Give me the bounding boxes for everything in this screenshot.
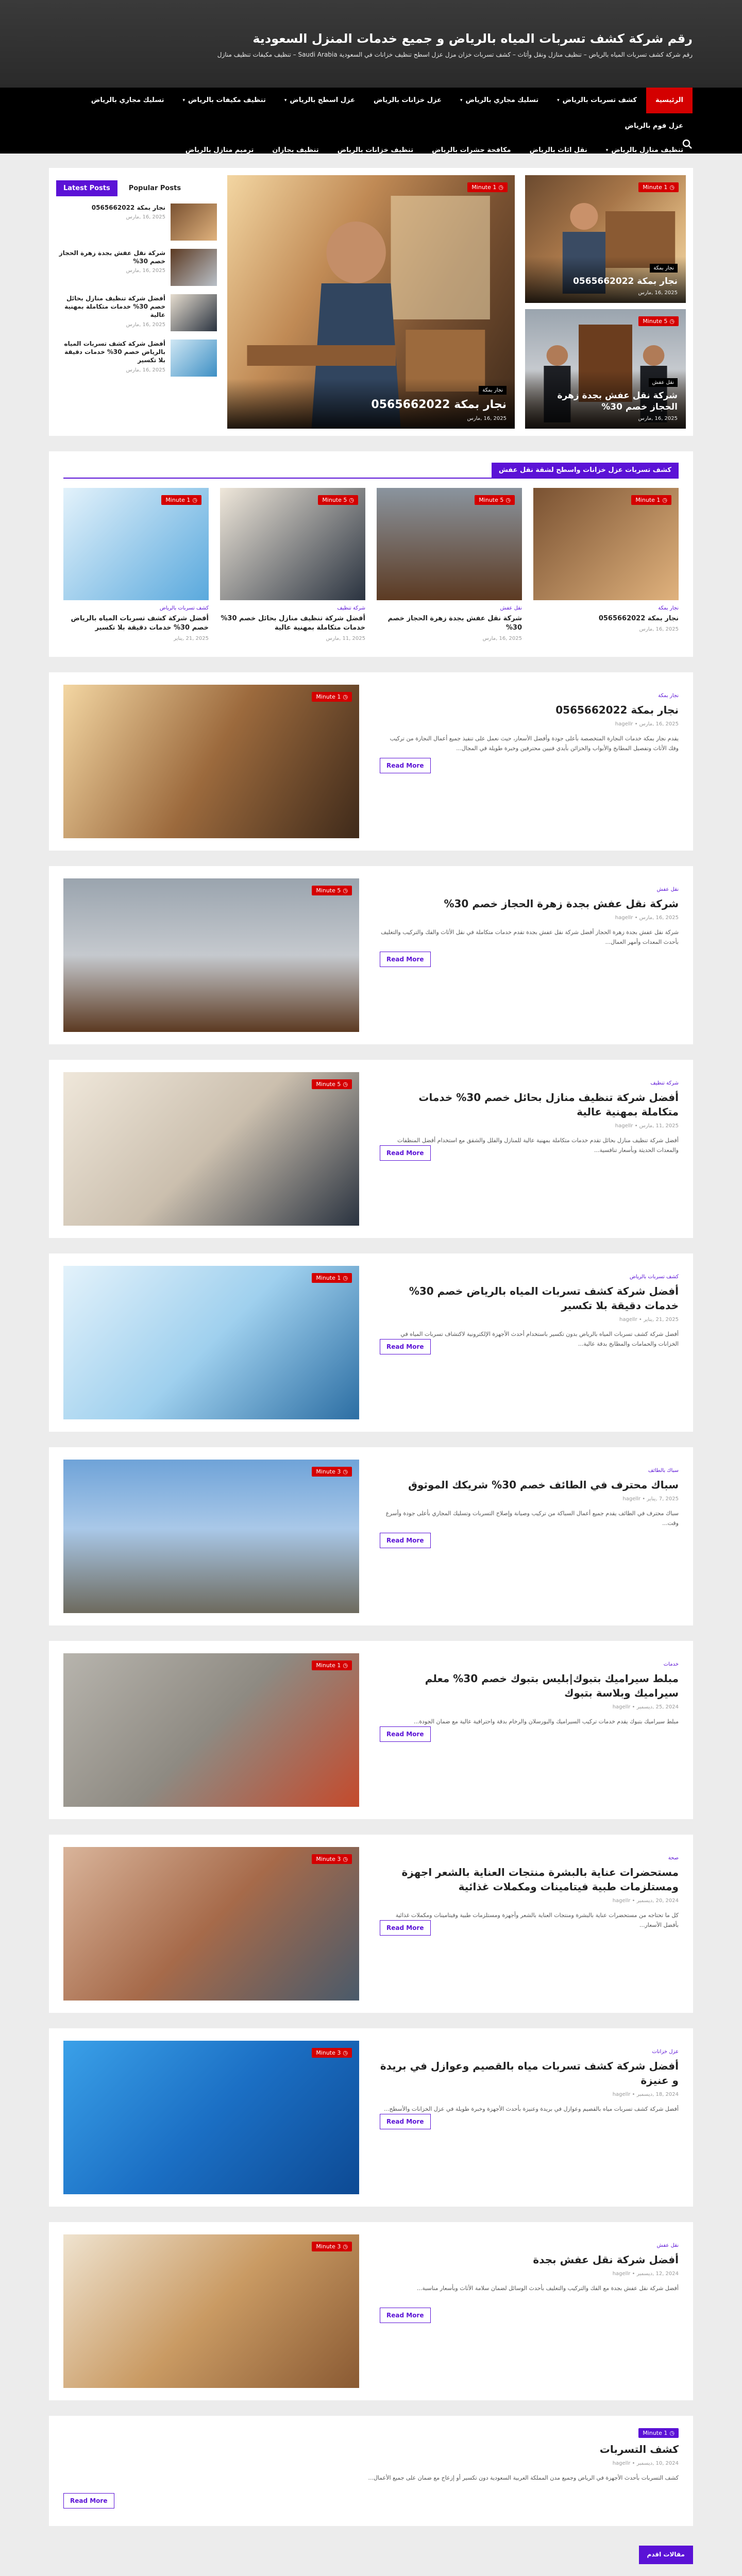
post-date: 2025 ,16 ,مارس bbox=[126, 214, 165, 221]
post-date: 2025 ,16 ,مارس bbox=[126, 268, 165, 274]
read-more-button[interactable]: Read More bbox=[380, 1920, 431, 1936]
reading-time-badge: ◷ Minute 5 bbox=[318, 495, 358, 505]
clock-icon: ◷ bbox=[343, 693, 348, 701]
post-title[interactable]: نجار بمكة 0565662022 bbox=[555, 704, 679, 717]
list-post bbox=[49, 1835, 693, 2013]
search-icon[interactable] bbox=[680, 139, 693, 151]
post-title[interactable]: نجار بمكة 0565662022 bbox=[91, 204, 165, 211]
chevron-down-icon: ▾ bbox=[605, 148, 609, 153]
post-title[interactable]: مستحضرات عناية بالبشرة منتجات العناية بالشعر اجهزة ومستلزمات طبية فيتامينات ومكملات غذائية bbox=[401, 1866, 679, 1893]
chevron-down-icon: ▾ bbox=[460, 98, 463, 103]
clock-icon: ◷ bbox=[343, 2049, 348, 2057]
reading-time-badge: ◷ Minute 1 bbox=[312, 1660, 352, 1670]
category-tag[interactable]: نجار بمكة bbox=[658, 693, 679, 699]
read-more-button[interactable]: Read More bbox=[380, 1533, 431, 1548]
post-excerpt: كل ما تحتاجه من مستحضرات عناية بالبشرة ومنتجات العناية بالشعر وأجهزة ومستلزمات طبية وفيتامينات ومكملات غذائية بأفضل الأسعار... bbox=[395, 1912, 679, 1929]
post-content bbox=[380, 2234, 679, 2388]
post-excerpt: كشف التسربات بأحدث الأجهزة في الرياض وجميع مدن المملكة العربية السعودية دون تكسير أو إزعاج مع ضمان على جميع الأعمال... bbox=[368, 2475, 679, 2482]
read-more-button[interactable]: Read More bbox=[380, 1726, 431, 1742]
post-meta: 2024 ,25 ,ديسمبر • hagellr bbox=[612, 1704, 679, 1710]
list-item[interactable] bbox=[56, 204, 217, 241]
chevron-down-icon: ▾ bbox=[557, 98, 560, 103]
read-more-button[interactable]: Read More bbox=[380, 2308, 431, 2323]
post-thumbnail bbox=[171, 340, 217, 377]
post-title[interactable]: أفضل شركة كشف تسربات مياه بالقصيم وعوازل في بريدة و عنيزة bbox=[380, 2060, 679, 2087]
read-more-button[interactable]: Read More bbox=[380, 758, 431, 773]
read-more-button[interactable]: Read More bbox=[63, 2493, 114, 2509]
post-image[interactable] bbox=[63, 1266, 359, 1419]
post-image bbox=[377, 488, 522, 600]
featured-side-post[interactable] bbox=[525, 175, 686, 303]
category-tag[interactable]: نقل عفش bbox=[649, 378, 678, 387]
post-excerpt: أفضل شركة كشف تسربات المياه بالرياض بدون تكسير باستخدام أحدث الأجهزة الإلكترونية لاكتشاف تسربات المياه في الخزانات والحمامات والمطابخ بدقة عالية... bbox=[400, 1331, 679, 1348]
reading-time-badge: ◷ Minute 1 bbox=[161, 495, 201, 505]
category-tag[interactable]: نقل عفش bbox=[656, 887, 679, 893]
reading-time-badge: ◷ Minute 5 bbox=[638, 316, 679, 326]
category-tag[interactable]: نقل عفش bbox=[500, 605, 522, 611]
nav-item[interactable]: نقل اثاث بالرياض bbox=[529, 146, 587, 154]
reading-time-badge: ◷ Minute 1 bbox=[312, 692, 352, 702]
post-date: 2025 ,16 ,مارس bbox=[638, 416, 678, 421]
list-post bbox=[49, 1447, 693, 1625]
category-tag[interactable]: خدمات bbox=[663, 1662, 679, 1668]
category-tag[interactable]: سباك بالطائف bbox=[648, 1468, 679, 1474]
grid-post-card[interactable] bbox=[220, 488, 365, 641]
clock-icon: ◷ bbox=[343, 1662, 348, 1669]
post-excerpt: أفضل شركة تنظيف منازل بحائل تقدم خدمات متكاملة بمهنية عالية للمنازل والفلل والشقق مع استخدام أفضل المنظفات والمعدات الحديثة وبأسعار تنافسية... bbox=[397, 1137, 679, 1154]
grid-post-card[interactable] bbox=[63, 488, 209, 641]
post-excerpt: سباك محترف في الطائف يقدم جميع أعمال السباكة من تركيب وصيانة وإصلاح التسربات وتسليك المجاري بأعلى جودة وأسرع وقت... bbox=[385, 1510, 679, 1527]
tabbed-posts-widget bbox=[56, 175, 217, 429]
clock-icon: ◷ bbox=[343, 887, 348, 894]
post-image[interactable] bbox=[63, 1653, 359, 1807]
post-image bbox=[220, 488, 365, 600]
read-more-button[interactable]: Read More bbox=[380, 952, 431, 967]
list-post bbox=[49, 2028, 693, 2207]
nav-item[interactable]: تسليك مجاري بالرياض bbox=[91, 96, 164, 104]
nav-item[interactable]: تنظيف منازل بالرياض ▾ bbox=[597, 139, 693, 162]
post-meta: 2024 ,10 ,ديسمبر • hagellr bbox=[612, 2461, 679, 2467]
list-post bbox=[49, 672, 693, 851]
nav-item[interactable]: تنظيف بجازان bbox=[272, 146, 319, 154]
post-meta: 2025 ,16 ,مارس • hagellr bbox=[615, 721, 679, 727]
category-tag[interactable]: نجار بمكة bbox=[650, 264, 678, 273]
post-image[interactable] bbox=[63, 878, 359, 1032]
post-content bbox=[380, 878, 679, 1032]
post-image[interactable] bbox=[63, 1460, 359, 1613]
post-image[interactable] bbox=[63, 2041, 359, 2194]
post-content bbox=[380, 1847, 679, 2001]
featured-side-post[interactable] bbox=[525, 309, 686, 429]
clock-icon: ◷ bbox=[662, 497, 667, 503]
post-excerpt: مبلط سيراميك بتبوك يقدم خدمات تركيب السيراميك والبورسلان والرخام بدقة واحترافية عالية مع ضمان الجودة... bbox=[413, 1718, 679, 1725]
text-only-post bbox=[49, 2416, 693, 2526]
category-tag[interactable]: عزل خزانات bbox=[652, 2049, 679, 2055]
clock-icon: ◷ bbox=[343, 1468, 348, 1476]
featured-side-posts bbox=[525, 175, 686, 429]
clock-icon: ◷ bbox=[669, 184, 674, 191]
post-content bbox=[380, 2041, 679, 2194]
post-thumbnail bbox=[171, 204, 217, 241]
main-navigation bbox=[0, 88, 742, 154]
nav-item[interactable]: تنظيف خزانات بالرياض bbox=[337, 146, 414, 154]
post-overlay bbox=[525, 257, 686, 303]
post-thumbnail bbox=[171, 294, 217, 331]
featured-section bbox=[49, 168, 693, 436]
post-title[interactable]: أفضل شركة كشف تسربات المياه بالرياض خصم 30% خدمات دقيقة بلا تكسير bbox=[71, 615, 209, 632]
post-meta: 2025 ,21 ,يناير • hagellr bbox=[619, 1317, 679, 1323]
post-content bbox=[380, 1653, 679, 1807]
site-header bbox=[0, 0, 742, 88]
post-title[interactable]: أفضل شركة تنظيف منازل بحائل خصم 30% خدمات متكاملة بمهنية عالية bbox=[221, 615, 365, 632]
post-meta: 2024 ,18 ,ديسمبر • hagellr bbox=[612, 2092, 679, 2098]
category-grid-section bbox=[49, 451, 693, 657]
nav-item-home[interactable]: الرئيسية bbox=[646, 88, 693, 113]
list-post bbox=[49, 1253, 693, 1432]
nav-row-2 bbox=[49, 139, 693, 162]
reading-time-badge: ◷ Minute 3 bbox=[312, 1854, 352, 1864]
post-title[interactable]: نجار بمكة 0565662022 bbox=[573, 276, 678, 286]
pagination bbox=[49, 2546, 693, 2564]
post-overlay bbox=[227, 379, 515, 429]
clock-icon: ◷ bbox=[349, 497, 354, 503]
site-title[interactable]: رقم شركة كشف تسربات المياه بالرياض و جميع خدمات المنزل السعودية bbox=[252, 31, 693, 46]
post-title[interactable]: سباك محترف في الطائف خصم 30% شريكك الموثوق bbox=[408, 1479, 679, 1492]
category-tag[interactable]: شركة تنظيف bbox=[650, 1080, 679, 1087]
list-post bbox=[49, 2222, 693, 2400]
reading-time-badge: ◷ Minute 5 bbox=[312, 1079, 352, 1089]
post-overlay bbox=[525, 371, 686, 429]
nav-item[interactable]: مكافحة حشرات بالرياض bbox=[432, 146, 511, 154]
clock-icon: ◷ bbox=[343, 1081, 348, 1088]
read-more-button[interactable]: Read More bbox=[380, 2114, 431, 2129]
post-meta: 2024 ,12 ,ديسمبر • hagellr bbox=[612, 2271, 679, 2277]
post-title[interactable]: مبلط سيراميك بتبوك|بليس بتبوك خصم 30% معلم سيراميك وبلاسة بتبوك bbox=[425, 1672, 679, 1700]
post-meta: 2025 ,16 ,مارس • hagellr bbox=[615, 915, 679, 921]
post-title[interactable]: شركة نقل عفش بجدة زهرة الحجاز خصم 30% bbox=[557, 390, 678, 412]
clock-icon: ◷ bbox=[669, 318, 674, 325]
post-date: 2025 ,16 ,مارس bbox=[639, 626, 679, 633]
clock-icon: ◷ bbox=[505, 497, 511, 503]
post-image[interactable] bbox=[63, 1072, 359, 1226]
tab-popular-posts[interactable]: Popular Posts bbox=[128, 184, 181, 192]
grid-post-card[interactable] bbox=[533, 488, 679, 641]
post-content bbox=[380, 1266, 679, 1419]
featured-main-post[interactable] bbox=[227, 175, 515, 429]
list-item[interactable] bbox=[56, 294, 217, 331]
nav-item[interactable]: عزل فوم بالرياض bbox=[625, 122, 683, 130]
list-post bbox=[49, 866, 693, 1044]
clock-icon: ◷ bbox=[343, 1856, 348, 1863]
post-meta: 2025 ,7 ,يناير • hagellr bbox=[622, 1496, 679, 1502]
post-date: 2025 ,16 ,مارس bbox=[126, 367, 165, 373]
post-image[interactable] bbox=[63, 2234, 359, 2388]
older-posts-button[interactable]: مقالات اقدم bbox=[639, 2546, 693, 2564]
section-title[interactable]: كشف تسربات عزل خزانات واسطح لشقة نقل عفش bbox=[492, 463, 679, 478]
reading-time-badge: ◷ Minute 5 bbox=[312, 886, 352, 895]
category-tag[interactable]: نجار بمكة bbox=[658, 605, 679, 611]
clock-icon: ◷ bbox=[192, 497, 197, 503]
post-grid bbox=[63, 488, 679, 641]
post-title[interactable]: أفضل شركة نقل عفش بجدة bbox=[533, 2253, 679, 2266]
post-meta: 2025 ,11 ,مارس • hagellr bbox=[615, 1123, 679, 1129]
reading-time-badge: ◷ Minute 1 bbox=[638, 2428, 679, 2438]
category-tag[interactable]: كشف تسربات بالرياض bbox=[159, 605, 209, 611]
post-title[interactable]: أفضل شركة كشف تسربات المياه بالرياض خصم 30% خدمات دقيقة بلا تكسير bbox=[409, 1285, 679, 1312]
reading-time-badge: ◷ Minute 3 bbox=[312, 2242, 352, 2251]
tab-latest-posts[interactable]: Latest Posts bbox=[56, 180, 117, 196]
category-tag[interactable]: نقل عفش bbox=[656, 2243, 679, 2249]
post-excerpt: شركة نقل عفش بجدة زهرة الحجاز أفضل شركة نقل عفش بجدة تقدم خدمات متكاملة في نقل الأثاث والفك والتركيب والتغليف بأحدث المعدات وأمهر العمال... bbox=[381, 929, 679, 946]
post-title[interactable]: أفضل شركة تنظيف منازل بحائل خصم 30% خدمات متكاملة بمهنية عالية bbox=[64, 295, 165, 319]
post-date: 2025 ,16 ,مارس bbox=[126, 321, 165, 328]
post-title[interactable]: نجار بمكة 0565662022 bbox=[371, 398, 507, 412]
post-excerpt: أفضل شركة نقل عفش بجدة مع الفك والتركيب والتغليف بأحدث الوسائل لضمان سلامة الأثاث وبأسعار مناسبة... bbox=[416, 2285, 679, 2292]
post-date: 2025 ,16 ,مارس bbox=[467, 416, 507, 421]
post-content bbox=[380, 1460, 679, 1613]
chevron-down-icon: ▾ bbox=[182, 98, 185, 103]
post-title[interactable]: أفضل شركة تنظيف منازل بحائل خصم 30% خدمات متكاملة بمهنية عالية bbox=[418, 1091, 679, 1118]
post-excerpt: أفضل شركة كشف تسربات مياه بالقصيم وعوازل في بريدة وعنيزة بأحدث الأجهزة وخبرة طويلة في عزل الخزانات والأسطح... bbox=[383, 2106, 679, 2113]
section-header bbox=[63, 463, 679, 479]
clock-icon: ◷ bbox=[498, 184, 503, 191]
chevron-down-icon: ▾ bbox=[284, 98, 287, 103]
post-title[interactable]: شركة نقل عفش بجدة زهرة الحجاز خصم 30% bbox=[387, 615, 522, 632]
list-item[interactable] bbox=[56, 340, 217, 377]
main-content bbox=[49, 168, 693, 2564]
read-more-button[interactable]: Read More bbox=[380, 1145, 431, 1161]
post-date: 2025 ,16 ,مارس bbox=[482, 636, 522, 642]
nav-item[interactable]: عزل خزانات بالرياض bbox=[373, 96, 442, 104]
post-image bbox=[63, 488, 209, 600]
post-title[interactable]: شركة نقل عفش بجدة زهرة الحجاز خصم 30% bbox=[444, 897, 679, 910]
reading-time-badge: ◷ Minute 1 bbox=[638, 182, 679, 192]
clock-icon: ◷ bbox=[343, 2243, 348, 2250]
category-tag[interactable]: صحة bbox=[668, 1855, 679, 1861]
post-title[interactable]: أفضل شركة كشف تسربات المياه بالرياض خصم 30% خدمات دقيقة بلا تكسير bbox=[64, 340, 165, 364]
read-more-button[interactable]: Read More bbox=[380, 1339, 431, 1354]
post-content bbox=[380, 1072, 679, 1226]
category-tag[interactable]: شركة تنظيف bbox=[337, 605, 365, 611]
reading-time-badge: ◷ Minute 1 bbox=[467, 182, 508, 192]
reading-time-badge: ◷ Minute 1 bbox=[631, 495, 671, 505]
nav-row-1 bbox=[49, 88, 693, 139]
nav-item[interactable]: تنظيف مكيفات بالرياض ▾ bbox=[173, 88, 275, 113]
nav-item[interactable]: كشف تسربات بالرياض ▾ bbox=[548, 88, 646, 113]
post-meta: 2024 ,20 ,ديسمبر • hagellr bbox=[612, 1898, 679, 1904]
clock-icon: ◷ bbox=[669, 2430, 674, 2437]
post-date: 2025 ,11 ,مارس bbox=[326, 636, 365, 642]
list-post bbox=[49, 1641, 693, 1819]
site-description: رقم شركة كشف تسربات المياه بالرياض – تنظيف منازل ونقل وأثاث – كشف تسربات خزان مزل عزل اسطح تنظيف خزانات في السعودية Saudi Arabia – تنظيف مكيفات تنظيف منازل bbox=[217, 51, 693, 59]
nav-item[interactable]: عزل اسطح بالرياض ▾ bbox=[275, 88, 364, 113]
post-image[interactable] bbox=[63, 1847, 359, 2001]
post-image bbox=[533, 488, 679, 600]
post-title[interactable]: نجار بمكة 0565662022 bbox=[598, 615, 679, 622]
post-date: 2025 ,21 ,يناير bbox=[173, 636, 209, 642]
reading-time-badge: ◷ Minute 3 bbox=[312, 2048, 352, 2058]
post-excerpt: يقدم نجار بمكة خدمات النجارة المتخصصة بأعلى جودة وأفضل الأسعار، حيث نعمل على تنفيذ جميع أعمال النجارة من تركيب وفك الأثاث وتفصيل المطابخ والأبواب والخزائن بأيدي فنيين محترفين وخبرة طويلة في المجال... bbox=[390, 735, 679, 752]
nav-item[interactable]: ترميم منازل بالرياض bbox=[185, 146, 254, 154]
reading-time-badge: ◷ Minute 5 bbox=[475, 495, 515, 505]
post-content bbox=[380, 685, 679, 838]
nav-item[interactable]: تسليك مجاري بالرياض ▾ bbox=[451, 88, 548, 113]
reading-time-badge: ◷ Minute 3 bbox=[312, 1467, 352, 1477]
post-thumbnail bbox=[171, 249, 217, 286]
reading-time-badge: ◷ Minute 1 bbox=[312, 1273, 352, 1283]
category-tag[interactable]: كشف تسربات بالرياض bbox=[629, 1274, 679, 1280]
clock-icon: ◷ bbox=[343, 1275, 348, 1282]
widget-tabs bbox=[56, 180, 217, 196]
post-date: 2025 ,16 ,مارس bbox=[638, 290, 678, 296]
grid-post-card[interactable] bbox=[377, 488, 522, 641]
post-image[interactable] bbox=[63, 685, 359, 838]
list-post bbox=[49, 1060, 693, 1238]
category-tag[interactable]: نجار بمكة bbox=[479, 386, 507, 395]
post-title[interactable]: كشف التسربات bbox=[599, 2443, 679, 2456]
list-item[interactable] bbox=[56, 249, 217, 286]
post-title[interactable]: شركة نقل عفش بجدة زهرة الحجاز خصم 30% bbox=[59, 249, 165, 265]
